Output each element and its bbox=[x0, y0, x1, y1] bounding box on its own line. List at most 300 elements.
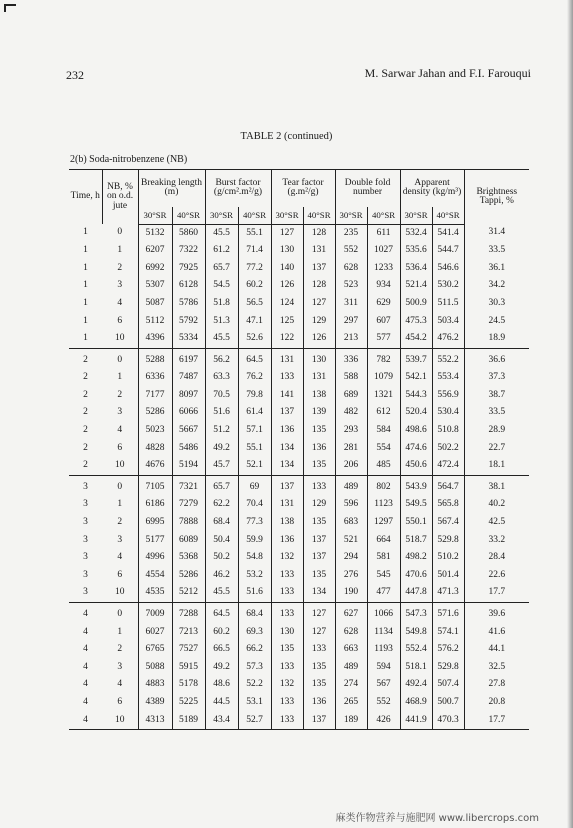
table-cell: 79.8 bbox=[238, 387, 271, 405]
table-cell: 129 bbox=[303, 496, 335, 514]
table-cell: 10 bbox=[102, 330, 138, 348]
table-cell: 472.4 bbox=[432, 457, 464, 475]
table-cell: 133 bbox=[271, 694, 303, 712]
table-cell: 77.3 bbox=[238, 514, 271, 532]
sub-header-40sr: 40°SR bbox=[367, 207, 400, 225]
table-cell: 131 bbox=[271, 496, 303, 514]
table-cell: 581 bbox=[367, 549, 400, 567]
table-cell: 6128 bbox=[172, 277, 205, 295]
table-cell: 5112 bbox=[138, 312, 172, 330]
table-cell: 5486 bbox=[172, 440, 205, 458]
table-cell: 51.2 bbox=[205, 422, 238, 440]
table-cell: 39.6 bbox=[488, 609, 506, 620]
table-cell: 190 bbox=[335, 584, 367, 602]
table-cell: 1 bbox=[83, 315, 88, 326]
table-cell: 4 bbox=[102, 295, 138, 313]
table-cell: 4389 bbox=[138, 694, 172, 712]
table-row bbox=[69, 330, 529, 348]
table-cell: 1 bbox=[102, 242, 138, 260]
table-cell: 31.4 bbox=[488, 227, 506, 238]
table-cell: 136 bbox=[303, 694, 335, 712]
col-header-time: Time, h bbox=[69, 170, 102, 225]
table-cell: 7213 bbox=[172, 624, 205, 642]
table-cell: 471.3 bbox=[432, 584, 464, 602]
table-cell: 3 bbox=[83, 481, 88, 492]
table-cell: 0 bbox=[102, 475, 138, 496]
table-cell: 567.4 bbox=[432, 514, 464, 532]
table-cell: 1 bbox=[83, 245, 88, 256]
table-cell: 6995 bbox=[138, 514, 172, 532]
table-cell: 130 bbox=[271, 242, 303, 260]
table-cell: 2 bbox=[102, 387, 138, 405]
table-row bbox=[69, 549, 529, 567]
table-cell: 47.1 bbox=[238, 312, 271, 330]
table-cell: 501.4 bbox=[432, 567, 464, 585]
table-cell: 336 bbox=[335, 348, 367, 369]
table-cell: 131 bbox=[303, 369, 335, 387]
table-cell: 62.2 bbox=[205, 496, 238, 514]
table-cell: 1027 bbox=[367, 242, 400, 260]
table-cell: 2 bbox=[83, 354, 88, 365]
table-cell: 133 bbox=[271, 567, 303, 585]
table-cell: 553.4 bbox=[432, 369, 464, 387]
table-cell: 5023 bbox=[138, 422, 172, 440]
table-cell: 521 bbox=[335, 532, 367, 550]
table-cell: 213 bbox=[335, 330, 367, 348]
table-cell: 5225 bbox=[172, 694, 205, 712]
table-cell: 426 bbox=[367, 712, 400, 730]
table-cell: 5915 bbox=[172, 659, 205, 677]
table-cell: 4996 bbox=[138, 549, 172, 567]
table-subtitle: 2(b) Soda-nitrobenzene (NB) bbox=[70, 154, 188, 165]
table-cell: 547.3 bbox=[400, 602, 432, 623]
table-cell: 52.1 bbox=[238, 457, 271, 475]
table-cell: 130 bbox=[271, 624, 303, 642]
table-cell: 628 bbox=[335, 260, 367, 278]
sub-header-40sr: 40°SR bbox=[303, 207, 335, 225]
table-cell: 628 bbox=[335, 624, 367, 642]
table-cell: 311 bbox=[335, 295, 367, 313]
table-cell: 5177 bbox=[138, 532, 172, 550]
table-cell: 3 bbox=[83, 552, 88, 563]
table-cell: 530.4 bbox=[432, 404, 464, 422]
table-cell: 802 bbox=[367, 475, 400, 496]
table-cell: 518.1 bbox=[400, 659, 432, 677]
table-cell: 556.9 bbox=[432, 387, 464, 405]
table-body bbox=[69, 224, 529, 730]
table-cell: 689 bbox=[335, 387, 367, 405]
table-cell: 510.2 bbox=[432, 549, 464, 567]
table-cell: 489 bbox=[335, 659, 367, 677]
table-cell: 5178 bbox=[172, 676, 205, 694]
table-cell: 38.7 bbox=[488, 389, 506, 400]
table-cell: 137 bbox=[303, 260, 335, 278]
table-cell: 5088 bbox=[138, 659, 172, 677]
table-cell: 46.2 bbox=[205, 567, 238, 585]
table-cell: 137 bbox=[303, 549, 335, 567]
table-cell: 125 bbox=[271, 312, 303, 330]
table-cell: 489 bbox=[335, 475, 367, 496]
sub-header-40sr: 40°SR bbox=[172, 207, 205, 225]
table-cell: 138 bbox=[271, 514, 303, 532]
table-cell: 1 bbox=[83, 297, 88, 308]
table-cell: 57.1 bbox=[238, 422, 271, 440]
table-cell: 71.4 bbox=[238, 242, 271, 260]
table-cell: 511.5 bbox=[432, 295, 464, 313]
table-cell: 564.7 bbox=[432, 475, 464, 496]
table-cell: 663 bbox=[335, 641, 367, 659]
table-cell: 69 bbox=[238, 475, 271, 496]
table-cell: 3 bbox=[83, 517, 88, 528]
table-cell: 5792 bbox=[172, 312, 205, 330]
table-cell: 552.4 bbox=[400, 641, 432, 659]
table-cell: 8097 bbox=[172, 387, 205, 405]
table-cell: 133 bbox=[303, 641, 335, 659]
table-cell: 297 bbox=[335, 312, 367, 330]
table-cell: 7527 bbox=[172, 641, 205, 659]
table-cell: 20.8 bbox=[488, 696, 506, 707]
table-row bbox=[69, 295, 529, 313]
table-cell: 70.4 bbox=[238, 496, 271, 514]
table-cell: 596 bbox=[335, 496, 367, 514]
table-cell: 7322 bbox=[172, 242, 205, 260]
table-cell: 6066 bbox=[172, 404, 205, 422]
table-cell: 450.6 bbox=[400, 457, 432, 475]
table-cell: 66.2 bbox=[238, 641, 271, 659]
table-cell: 6 bbox=[102, 694, 138, 712]
table-cell: 554 bbox=[367, 440, 400, 458]
table-cell: 122 bbox=[271, 330, 303, 348]
table-cell: 44.1 bbox=[488, 644, 506, 655]
table-row bbox=[69, 387, 529, 405]
table-cell: 7009 bbox=[138, 602, 172, 623]
table-row bbox=[69, 224, 529, 242]
table-cell: 565.8 bbox=[432, 496, 464, 514]
table-cell: 6336 bbox=[138, 369, 172, 387]
page-edge-shadow bbox=[567, 0, 573, 828]
table-cell: 235 bbox=[335, 224, 367, 242]
table-cell: 70.5 bbox=[205, 387, 238, 405]
table-cell: 6765 bbox=[138, 641, 172, 659]
table-cell: 51.3 bbox=[205, 312, 238, 330]
table-cell: 5286 bbox=[138, 404, 172, 422]
table-cell: 133 bbox=[271, 369, 303, 387]
table-cell: 0 bbox=[102, 224, 138, 242]
table-cell: 520.4 bbox=[400, 404, 432, 422]
table-cell: 588 bbox=[335, 369, 367, 387]
table-cell: 32.5 bbox=[488, 661, 506, 672]
table-cell: 60.2 bbox=[238, 277, 271, 295]
table-cell: 474.6 bbox=[400, 440, 432, 458]
table-cell: 542.1 bbox=[400, 369, 432, 387]
col-header-burst-factor: Burst factor (g/cm².m²/g) bbox=[205, 170, 271, 207]
table-cell: 447.8 bbox=[400, 584, 432, 602]
table-cell: 4 bbox=[83, 696, 88, 707]
table-cell: 18.9 bbox=[464, 330, 529, 348]
table-cell: 126 bbox=[303, 330, 335, 348]
table-cell: 2 bbox=[83, 389, 88, 400]
table-cell: 135 bbox=[303, 567, 335, 585]
table-cell: 36.6 bbox=[488, 354, 506, 365]
table-cell: 128 bbox=[303, 277, 335, 295]
table-cell: 539.7 bbox=[400, 348, 432, 369]
table-cell: 28.4 bbox=[488, 552, 506, 563]
table-cell: 477 bbox=[367, 584, 400, 602]
table-cell: 5307 bbox=[138, 277, 172, 295]
table-cell: 274 bbox=[335, 676, 367, 694]
table-cell: 50.2 bbox=[205, 549, 238, 567]
table-cell: 4 bbox=[83, 609, 88, 620]
table-row bbox=[69, 532, 529, 550]
table-cell: 500.9 bbox=[400, 295, 432, 313]
sub-header-30sr: 30°SR bbox=[335, 207, 367, 225]
table-row bbox=[69, 440, 529, 458]
table-cell: 594 bbox=[367, 659, 400, 677]
table-cell: 135 bbox=[303, 514, 335, 532]
col-header-apparent-density: Apparent density (kg/m³) bbox=[400, 170, 464, 207]
table-cell: 629 bbox=[367, 295, 400, 313]
table-row bbox=[69, 514, 529, 532]
table-cell: 5288 bbox=[138, 348, 172, 369]
table-cell: 52.2 bbox=[238, 676, 271, 694]
table-cell: 4 bbox=[83, 644, 88, 655]
table-cell: 7105 bbox=[138, 475, 172, 496]
table-cell: 4535 bbox=[138, 584, 172, 602]
table-cell: 45.7 bbox=[205, 457, 238, 475]
table-cell: 6197 bbox=[172, 348, 205, 369]
crop-mark bbox=[4, 4, 16, 12]
table-cell: 51.8 bbox=[205, 295, 238, 313]
table-cell: 133 bbox=[271, 659, 303, 677]
table-cell: 0 bbox=[102, 348, 138, 369]
table-row bbox=[69, 422, 529, 440]
table-cell: 10 bbox=[102, 457, 138, 475]
table-cell: 4 bbox=[83, 661, 88, 672]
table-cell: 4 bbox=[69, 712, 102, 730]
table-cell: 138 bbox=[303, 387, 335, 405]
table-cell: 683 bbox=[335, 514, 367, 532]
table-cell: 61.4 bbox=[238, 404, 271, 422]
table-cell: 126 bbox=[271, 277, 303, 295]
table-row bbox=[69, 641, 529, 659]
table-cell: 549.5 bbox=[400, 496, 432, 514]
table-cell: 53.1 bbox=[238, 694, 271, 712]
table-cell: 60.2 bbox=[205, 624, 238, 642]
table-cell: 6 bbox=[102, 440, 138, 458]
col-header-brightness: Brightness Tappi, % bbox=[476, 186, 518, 206]
table-cell: 137 bbox=[271, 404, 303, 422]
table-cell: 523 bbox=[335, 277, 367, 295]
table-cell: 3 bbox=[83, 534, 88, 545]
table-cell: 552 bbox=[335, 242, 367, 260]
table-cell: 5087 bbox=[138, 295, 172, 313]
table-cell: 2 bbox=[83, 372, 88, 383]
table-cell: 7288 bbox=[172, 602, 205, 623]
table-cell: 56.5 bbox=[238, 295, 271, 313]
table-row bbox=[69, 584, 529, 602]
table-cell: 18.1 bbox=[464, 457, 529, 475]
table-cell: 1233 bbox=[367, 260, 400, 278]
table-cell: 44.5 bbox=[205, 694, 238, 712]
table-cell: 611 bbox=[367, 224, 400, 242]
table-cell: 69.3 bbox=[238, 624, 271, 642]
table-cell: 131 bbox=[271, 348, 303, 369]
table-cell: 293 bbox=[335, 422, 367, 440]
table-cell: 49.2 bbox=[205, 659, 238, 677]
table-cell: 0 bbox=[102, 602, 138, 623]
table-cell: 498.2 bbox=[400, 549, 432, 567]
table-cell: 5189 bbox=[172, 712, 205, 730]
table-cell: 3 bbox=[102, 277, 138, 295]
table-cell: 56.2 bbox=[205, 348, 238, 369]
table-cell: 61.2 bbox=[205, 242, 238, 260]
table-cell: 129 bbox=[303, 312, 335, 330]
table-cell: 550.1 bbox=[400, 514, 432, 532]
table-cell: 500.7 bbox=[432, 694, 464, 712]
table-cell: 294 bbox=[335, 549, 367, 567]
table-cell: 6 bbox=[102, 312, 138, 330]
table-cell: 130 bbox=[303, 348, 335, 369]
watermark-footer: 麻类作物营养与施肥网 www.libercrops.com bbox=[335, 813, 539, 824]
table-cell: 2 bbox=[102, 514, 138, 532]
table-cell: 545 bbox=[367, 567, 400, 585]
table-cell: 664 bbox=[367, 532, 400, 550]
sub-header-30sr: 30°SR bbox=[138, 207, 172, 225]
col-header-double-fold: Double fold number bbox=[335, 170, 400, 207]
table-cell: 3 bbox=[83, 569, 88, 580]
table-cell: 135 bbox=[303, 659, 335, 677]
table-cell: 38.1 bbox=[488, 481, 506, 492]
table-cell: 7487 bbox=[172, 369, 205, 387]
col-header-breaking-length: Breaking length (m) bbox=[138, 170, 205, 207]
table-cell: 52.7 bbox=[238, 712, 271, 730]
table-cell: 136 bbox=[271, 422, 303, 440]
table-cell: 475.3 bbox=[400, 312, 432, 330]
table-cell: 33.5 bbox=[488, 245, 506, 256]
sub-header-40sr: 40°SR bbox=[432, 207, 464, 225]
table-cell: 6 bbox=[102, 567, 138, 585]
table-cell: 124 bbox=[271, 295, 303, 313]
table-cell: 1321 bbox=[367, 387, 400, 405]
table-cell: 3 bbox=[69, 584, 102, 602]
table-cell: 1 bbox=[83, 227, 88, 238]
table-cell: 549.8 bbox=[400, 624, 432, 642]
table-cell: 5212 bbox=[172, 584, 205, 602]
table-row bbox=[69, 312, 529, 330]
table-cell: 136 bbox=[303, 440, 335, 458]
table-cell: 5368 bbox=[172, 549, 205, 567]
table-cell: 3 bbox=[102, 404, 138, 422]
sub-header-30sr: 30°SR bbox=[205, 207, 238, 225]
table-cell: 2 bbox=[69, 457, 102, 475]
table-cell: 6089 bbox=[172, 532, 205, 550]
table-cell: 33.5 bbox=[488, 407, 506, 418]
table-row bbox=[69, 567, 529, 585]
table-cell: 1134 bbox=[367, 624, 400, 642]
table-cell: 574.1 bbox=[432, 624, 464, 642]
table-row bbox=[69, 676, 529, 694]
table-cell: 5194 bbox=[172, 457, 205, 475]
table-cell: 485 bbox=[367, 457, 400, 475]
table-cell: 2 bbox=[102, 641, 138, 659]
table-cell: 22.6 bbox=[488, 569, 506, 580]
table-cell: 127 bbox=[271, 224, 303, 242]
table-cell: 265 bbox=[335, 694, 367, 712]
table-cell: 45.5 bbox=[205, 330, 238, 348]
table-cell: 7321 bbox=[172, 475, 205, 496]
table-cell: 127 bbox=[303, 295, 335, 313]
col-header-tear-factor: Tear factor (g.m²/g) bbox=[271, 170, 335, 207]
table-cell: 63.3 bbox=[205, 369, 238, 387]
table-cell: 567 bbox=[367, 676, 400, 694]
table-cell: 1 bbox=[83, 262, 88, 273]
table-cell: 137 bbox=[271, 475, 303, 496]
table-cell: 133 bbox=[303, 475, 335, 496]
table-cell: 76.2 bbox=[238, 369, 271, 387]
table-cell: 5667 bbox=[172, 422, 205, 440]
table-cell: 503.4 bbox=[432, 312, 464, 330]
table-cell: 40.2 bbox=[488, 499, 506, 510]
table-cell: 34.2 bbox=[488, 280, 506, 291]
table-cell: 535.6 bbox=[400, 242, 432, 260]
table-cell: 54.5 bbox=[205, 277, 238, 295]
table-row bbox=[69, 712, 529, 730]
table-cell: 5286 bbox=[172, 567, 205, 585]
table-cell: 4 bbox=[83, 626, 88, 637]
table-cell: 22.7 bbox=[488, 442, 506, 453]
table-cell: 131 bbox=[303, 242, 335, 260]
table-cell: 41.6 bbox=[488, 626, 506, 637]
table-cell: 68.4 bbox=[205, 514, 238, 532]
table-cell: 42.5 bbox=[488, 517, 506, 528]
table-cell: 470.6 bbox=[400, 567, 432, 585]
sub-header-30sr: 30°SR bbox=[271, 207, 303, 225]
table-cell: 543.9 bbox=[400, 475, 432, 496]
table-cell: 45.5 bbox=[205, 224, 238, 242]
table-cell: 529.8 bbox=[432, 532, 464, 550]
table-cell: 6027 bbox=[138, 624, 172, 642]
table-cell: 206 bbox=[335, 457, 367, 475]
table-cell: 4676 bbox=[138, 457, 172, 475]
table-cell: 541.4 bbox=[432, 224, 464, 242]
table-title: TABLE 2 (continued) bbox=[240, 131, 333, 142]
table-cell: 498.6 bbox=[400, 422, 432, 440]
table-cell: 189 bbox=[335, 712, 367, 730]
table-cell: 441.9 bbox=[400, 712, 432, 730]
table-cell: 7279 bbox=[172, 496, 205, 514]
table-cell: 17.7 bbox=[464, 712, 529, 730]
table-cell: 52.6 bbox=[238, 330, 271, 348]
table-cell: 4 bbox=[102, 676, 138, 694]
table-cell: 132 bbox=[271, 676, 303, 694]
table-cell: 476.2 bbox=[432, 330, 464, 348]
table-cell: 1 bbox=[102, 624, 138, 642]
table-cell: 133 bbox=[271, 584, 303, 602]
table-cell: 43.4 bbox=[205, 712, 238, 730]
table-cell: 3 bbox=[102, 659, 138, 677]
table-cell: 1 bbox=[83, 280, 88, 291]
table-cell: 5860 bbox=[172, 224, 205, 242]
table-cell: 45.5 bbox=[205, 584, 238, 602]
table-cell: 627 bbox=[335, 602, 367, 623]
table-cell: 4828 bbox=[138, 440, 172, 458]
table-cell: 51.6 bbox=[205, 404, 238, 422]
table-cell: 552 bbox=[367, 694, 400, 712]
table-cell: 54.8 bbox=[238, 549, 271, 567]
table-cell: 507.4 bbox=[432, 676, 464, 694]
table-row bbox=[69, 348, 529, 369]
table-cell: 27.8 bbox=[488, 679, 506, 690]
